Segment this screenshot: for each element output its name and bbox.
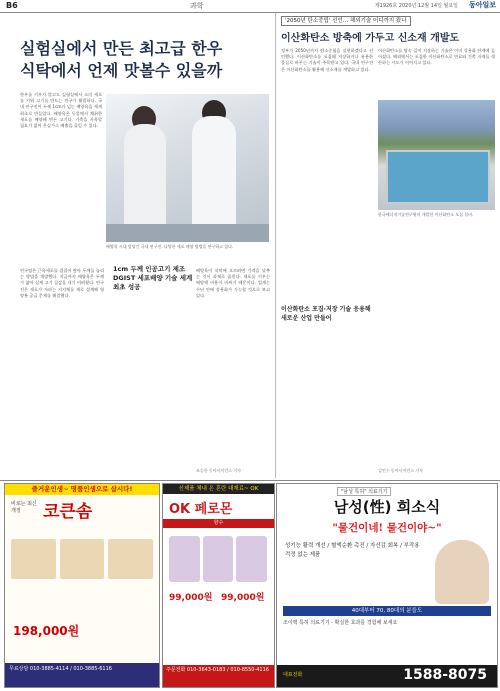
section-name: 과학 [190, 2, 204, 10]
ad1-price: 198,000원 [13, 624, 80, 638]
ad1-product-images [11, 539, 153, 579]
facility-photo [378, 100, 495, 210]
ad2-product-images [169, 536, 267, 582]
left-body-col1: 한우를 키우지 않고도 실험실에서 소의 세포를 키워 고기를 만드는 연구가 활발하다. 국내 연구진이 두께 1cm가 넘는 배양육을 세계 최초로 만들었다. 배양육은 동물에서 채취한 세포를 배양해 만든 고기다. 가축을 사육할 필요가 없어 온실가스 배출을 줄일 수 있다. [20, 92, 102, 129]
ad2-top-banner: 신제품 체내 온 혼란 대재료~ OK [163, 484, 274, 494]
right-headline: 이산화탄소 방축에 가두고 신소재 개발도 [281, 33, 460, 44]
ad1-phone: 무료상담 010-3885-4114 / 010-3885-6116 [5, 663, 159, 687]
right-article-header [281, 13, 496, 44]
ad2-price-b: 99,000원 [221, 593, 265, 603]
ad3-phone-bar [277, 665, 497, 687]
ad1-small-label: 비로는 최신 개정 [11, 501, 37, 514]
ad3-slogan: "물건이네! 물건이야~" [332, 522, 442, 534]
ad3-phone-label: 대표전화 [283, 672, 303, 678]
ad3-brand: 남성(性) 희소식 [333, 498, 441, 516]
page-number: B6 [6, 1, 18, 10]
lab-photo [106, 94, 269, 242]
ad-mens-device[interactable] [276, 483, 498, 688]
ad-cokensom[interactable] [4, 483, 160, 688]
left-body-col1b: 연구팀은 근육세포를 겹겹이 쌓아 두께를 늘리는 방법을 개발했다. 지금까지 배양육은 두께가 얇아 실제 고기 질감을 내기 어려웠다. 연구진은 세포가 자라는 지지체를 새로 설계해 영양분 공급 문제를 해결했다. [20, 268, 104, 298]
left-headline [20, 38, 270, 82]
right-article-tag: '2050년 탄소중립' 선언… 해외기술 어디까지 왔나 [281, 16, 411, 26]
ad3-note: 조이맥 특허 의료기기 - 확실한 효과를 경험해 보세요 [283, 620, 398, 626]
facility-photo-caption: 한국에너지기술연구원이 개발한 이산화탄소 포집 설비. [378, 212, 474, 217]
ad3-phone-number: 1588-8075 [403, 667, 487, 683]
ad3-age-bar: 40대부터 70, 80대의 분들도 [283, 606, 491, 616]
lab-photo-caption: 배양육 시대 앞당긴 국내 연구진. 다양한 세포 배양 방법을 연구하고 있다. [106, 244, 234, 249]
left-byline: 조승한 동아사이언스 기자 [196, 468, 242, 473]
issue-date: 제1926호 2020년 12월 14일 월요일 [374, 3, 458, 9]
right-subhead: 이산화탄소 포집·저장 기술 응용해 새로운 산업 만들어 [281, 306, 371, 322]
ad2-phone: 주문전화 010-3643-0183 / 010-8550-4116 [163, 665, 274, 687]
ad-divider [0, 480, 500, 481]
ad-ok-pheromone[interactable] [162, 483, 275, 688]
left-headline-line2: 식탁에서 언제 맛볼수 있을까 [20, 61, 223, 80]
ad2-subtitle: 향수 [163, 519, 274, 528]
ad3-portrait [435, 540, 489, 604]
ad1-brand: 코큰솜 [43, 502, 93, 522]
ad3-benefit-list: 성기능 활력 개선 / 혈액순환 촉진 / 자신감 회복 / 부작용 걱정 없는 제품 [285, 543, 420, 558]
ad1-top-banner: 즐거운인생~ 명품인생으로 삽시다! [5, 484, 159, 495]
left-body-col3: 배양육이 식탁에 오르려면 가격을 낮추는 것이 과제로 꼽힌다. 세포를 키우는 배양액 비용이 비싸기 때문이다. 업계는 수년 안에 상용화가 가능할 것으로 보고 있다. [196, 268, 270, 298]
left-headline-line1: 실험실에서 만든 최고급 한우 [20, 39, 223, 58]
page-header [0, 0, 500, 13]
left-subhead: 1cm 두께 인공고기 제조 DGIST 세포배양 기술 세계 최초 성공 [113, 265, 193, 291]
column-divider [275, 13, 276, 478]
right-body-col1: 정부가 2050년까지 탄소중립을 실현하겠다고 선언했다. 이산화탄소를 포집해 저장하거나 유용한 물질로 바꾸는 기술이 주목받고 있다. 국내 연구진은 이산화탄소를 활용해 신소재를 개발하고 있다. [281, 48, 373, 72]
ad3-top-label: "남성 특허" 의료기기 [337, 487, 391, 496]
ad2-brand: OK 페로몬 [169, 502, 233, 517]
newspaper-brand: 동아일보 [468, 1, 496, 9]
right-byline: 김민수 동아사이언스 기자 [378, 468, 424, 473]
right-body-col2: 이산화탄소를 땅속 깊이 저장하는 기술은 이미 상용화 단계에 들어섰다. 해외에서는 포집한 이산화탄소로 연료와 건축 자재를 생산하는 시도가 이어지고 있다. [378, 48, 495, 66]
ad2-price-a: 99,000원 [169, 593, 213, 603]
